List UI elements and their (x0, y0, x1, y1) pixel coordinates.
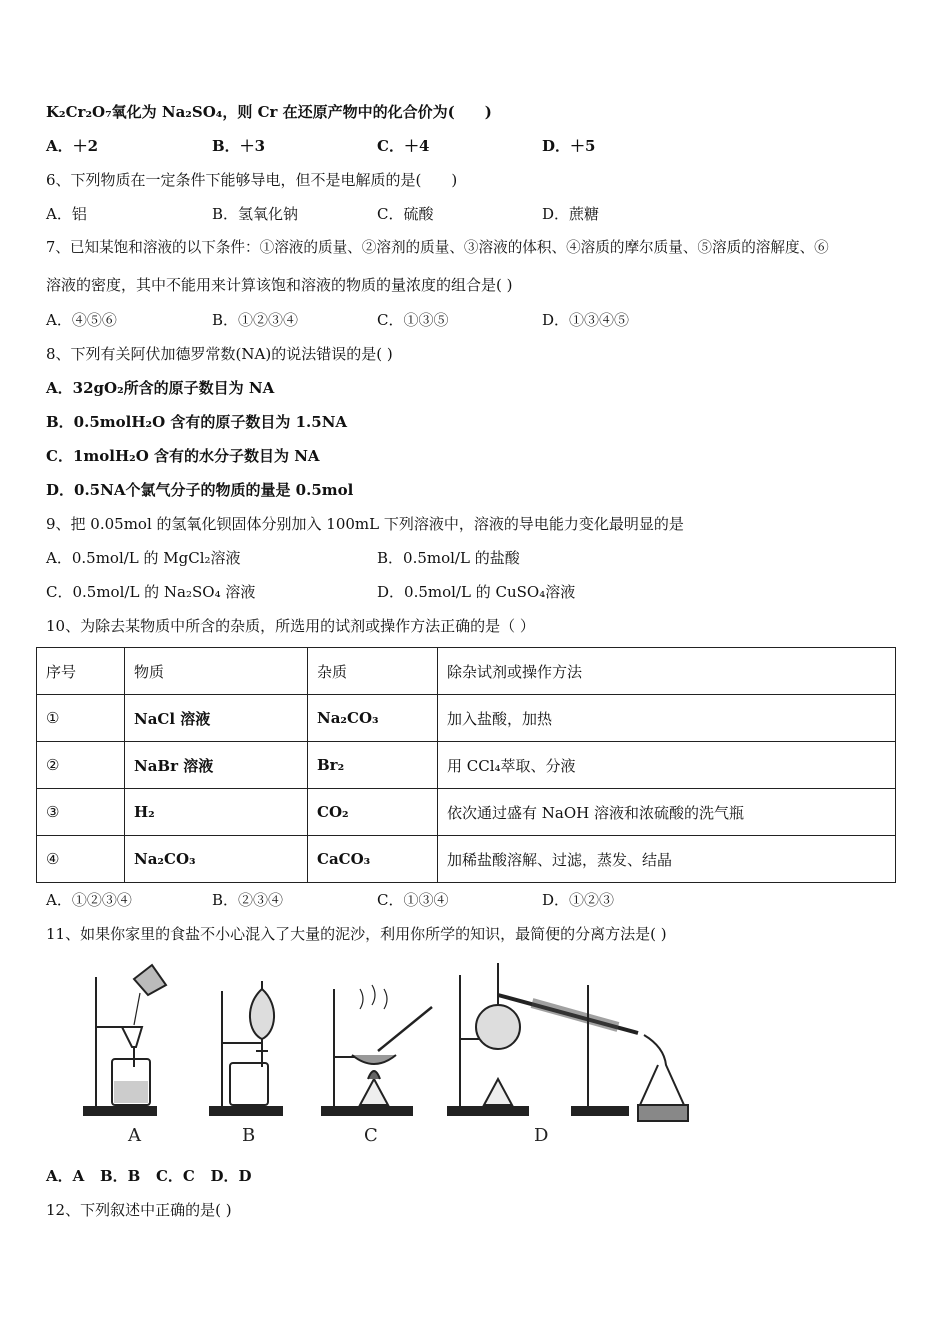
row-substance: NaBr 溶液 (125, 742, 308, 789)
q10-stem: 10、为除去某物质中所含的杂质，所选用的试剂或操作方法正确的是（ ） (46, 617, 535, 635)
q6-option-c: C．硫酸 (377, 205, 434, 223)
apparatus-b-separatory-funnel (210, 981, 282, 1115)
table-header-row (37, 648, 896, 695)
header-substance: 物质 (125, 648, 308, 695)
apparatus-c-evaporation (322, 985, 432, 1115)
q10-table (36, 647, 896, 883)
row-substance: NaCl 溶液 (125, 695, 308, 742)
row-index: ③ (37, 789, 125, 836)
row-impurity: Br₂ (308, 742, 438, 789)
row-index: ① (37, 695, 125, 742)
table-row (37, 742, 896, 789)
row-substance: Na₂CO₃ (125, 836, 308, 883)
q11-options: A．A B．B C．C D．D (46, 1167, 252, 1185)
row-method: 加稀盐酸溶解、过滤，蒸发、结晶 (438, 836, 896, 883)
row-index: ④ (37, 836, 125, 883)
q9-option-c: C．0.5mol/L 的 Na₂SO₄ 溶液 (46, 583, 256, 601)
q7-option-b: B．①②③④ (212, 311, 299, 329)
q10-option-c: C．①③④ (377, 891, 449, 909)
q8-option-c: C．1molH₂O 含有的水分子数目为 NA (46, 447, 320, 465)
table-row (37, 789, 896, 836)
row-impurity: CO₂ (308, 789, 438, 836)
q9-option-d: D．0.5mol/L 的 CuSO₄溶液 (377, 583, 576, 601)
row-method: 依次通过盛有 NaOH 溶液和浓硫酸的洗气瓶 (438, 789, 896, 836)
q9-option-a: A．0.5mol/L 的 MgCl₂溶液 (46, 549, 241, 567)
q7-stem-line2: 溶液的密度，其中不能用来计算该饱和溶液的物质的量浓度的组合是( ) (46, 276, 513, 294)
q10-option-a: A．①②③④ (46, 891, 132, 909)
figure-label-a: A (128, 1125, 141, 1145)
header-index: 序号 (37, 648, 125, 695)
q10-option-b: B．②③④ (212, 891, 284, 909)
q6-stem: 6、下列物质在一定条件下能够导电，但不是电解质的是( ) (46, 171, 458, 189)
q12-stem: 12、下列叙述中正确的是( ) (46, 1201, 232, 1219)
q11-stem: 11、如果你家里的食盐不小心混入了大量的泥沙，利用你所学的知识，最简便的分离方法是( ) (46, 925, 667, 943)
row-method: 加入盐酸，加热 (438, 695, 896, 742)
q8-option-b: B．0.5molH₂O 含有的原子数目为 1.5NA (46, 413, 348, 431)
row-impurity: Na₂CO₃ (308, 695, 438, 742)
row-impurity: CaCO₃ (308, 836, 438, 883)
q7-stem-line1: 7、已知某饱和溶液的以下条件：①溶液的质量、②溶剂的质量、③溶液的体积、④溶质的摩尔质量、⑤溶质的溶解度、⑥ (46, 239, 829, 256)
q6-option-a: A．铝 (46, 205, 87, 223)
q8-option-d: D．0.5NA个氯气分子的物质的量是 0.5mol (46, 481, 354, 499)
q7-option-c: C．①③⑤ (377, 311, 449, 329)
header-impurity: 杂质 (308, 648, 438, 695)
figure-label-c: C (364, 1125, 378, 1145)
q5-stem-text: 氧化为 Na₂SO₄，则 Cr 在还原产物中的化合价为( ) (111, 103, 492, 121)
q5-stem (46, 102, 492, 122)
q5-option-a: A．＋2 (46, 137, 99, 155)
header-method: 除杂试剂或操作方法 (438, 648, 896, 695)
q5-option-d: D．＋5 (542, 137, 596, 155)
lab-apparatus-figure (78, 955, 718, 1145)
row-method: 用 CCl₄萃取、分液 (438, 742, 896, 789)
q7-option-d: D．①③④⑤ (542, 311, 630, 329)
figure-label-b: B (242, 1125, 256, 1145)
q6-option-b: B．氢氧化钠 (212, 205, 299, 223)
q8-option-a: A．32gO₂所含的原子数目为 NA (46, 379, 275, 397)
apparatus-a-filtration (84, 965, 166, 1115)
q5-formula: K₂Cr₂O₇ (46, 103, 112, 121)
table-row (37, 695, 896, 742)
q10-option-d: D．①②③ (542, 891, 615, 909)
table-row (37, 836, 896, 883)
q9-stem: 9、把 0.05mol 的氢氧化钡固体分别加入 100mL 下列溶液中，溶液的导电能力变化最明显的是 (46, 515, 684, 533)
apparatus-d-distillation (448, 963, 688, 1121)
row-substance: H₂ (125, 789, 308, 836)
row-index: ② (37, 742, 125, 789)
q9-option-b: B．0.5mol/L 的盐酸 (377, 549, 520, 567)
q5-option-b: B．＋3 (212, 137, 266, 155)
q8-stem: 8、下列有关阿伏加德罗常数(NA)的说法错误的是( ) (46, 345, 393, 363)
q7-option-a: A．④⑤⑥ (46, 311, 117, 329)
q6-option-d: D．蔗糖 (542, 205, 600, 223)
figure-label-d: D (534, 1125, 549, 1145)
q5-option-c: C．＋4 (377, 137, 430, 155)
